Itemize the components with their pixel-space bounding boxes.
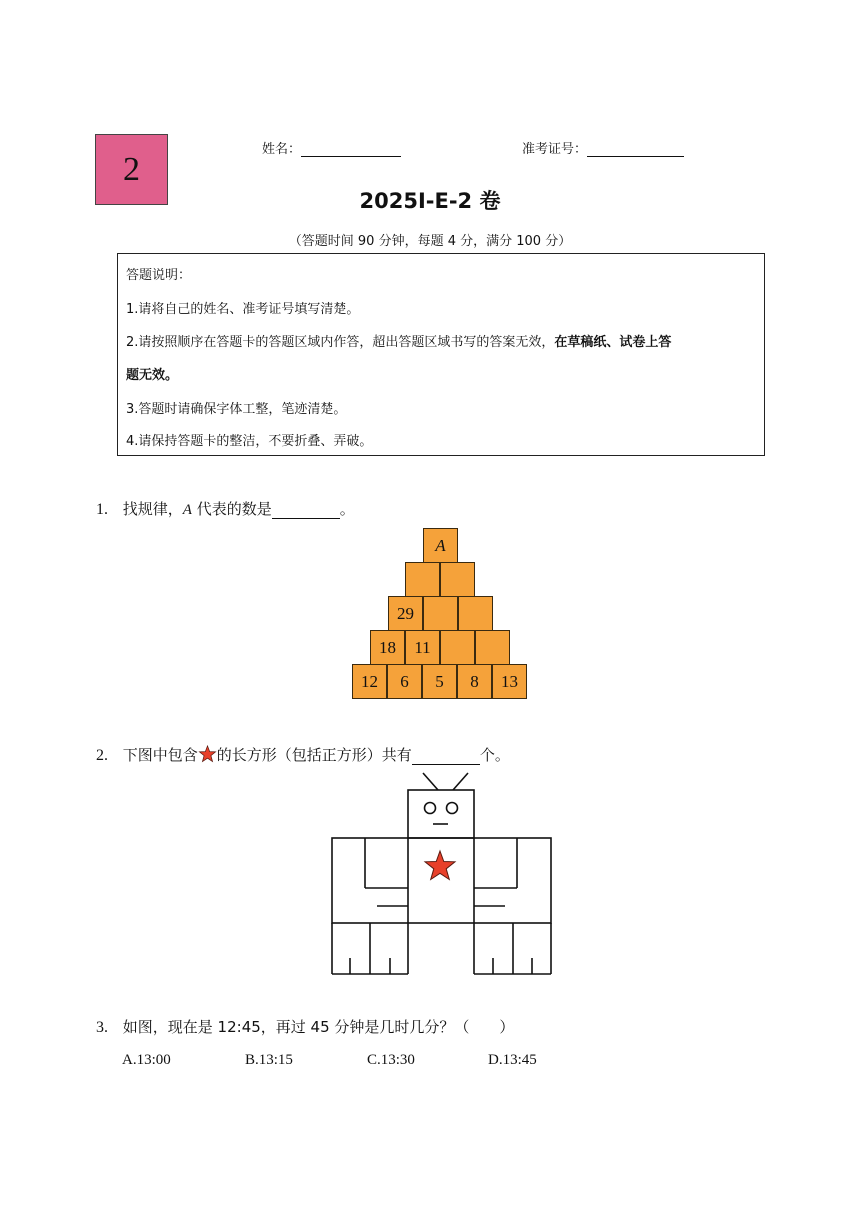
instructions-box — [117, 253, 765, 456]
star-icon — [198, 745, 217, 763]
pyramid-cell: 18 — [370, 630, 405, 665]
robot-eye-left — [425, 803, 436, 814]
question-3-number: 3. — [96, 1019, 108, 1036]
pyramid-cell — [440, 630, 475, 665]
pyramid-cell: A — [423, 528, 458, 563]
star-icon — [425, 851, 455, 880]
pyramid-cell — [405, 562, 440, 597]
pyramid-cell: 8 — [457, 664, 492, 699]
question-2 — [96, 744, 510, 765]
name-blank — [301, 142, 401, 157]
pyramid-cell: 29 — [388, 596, 423, 631]
question-3-text: 如图，现在是 12:45，再过 45 分钟是几时几分？（ ） — [122, 1018, 515, 1036]
robot-antenna-left — [423, 773, 438, 790]
option-b[interactable]: B.13:15 — [245, 1052, 293, 1068]
question-3 — [96, 1016, 514, 1037]
question-2-text-after: 的长方形（包括正方形）共有 — [216, 746, 412, 764]
instruction-item-2 — [126, 331, 671, 350]
option-c[interactable]: C.13:30 — [367, 1052, 415, 1068]
instructions-heading: 答题说明： — [126, 268, 192, 283]
question-1-answer-blank — [272, 503, 340, 519]
robot-antenna-right — [453, 773, 468, 790]
pyramid-cell — [440, 562, 475, 597]
name-field — [262, 138, 401, 157]
option-a[interactable]: A.13:00 — [122, 1052, 171, 1068]
pyramid-cell: 11 — [405, 630, 440, 665]
robot-eye-right — [447, 803, 458, 814]
pyramid-cell: 13 — [492, 664, 527, 699]
question-1-text-before: 找规律， — [122, 500, 183, 518]
robot-figure — [320, 768, 565, 980]
question-1-text-end: 。 — [339, 500, 355, 518]
question-2-text-before: 下图中包含 — [122, 746, 198, 764]
exam-id-label: 准考证号： — [522, 142, 588, 157]
exam-subtitle: （答题时间 90 分钟，每题 4 分，满分 100 分） — [288, 234, 572, 249]
instruction-item-2-bold: 在草稿纸、试卷上答 — [554, 335, 672, 350]
question-1-number: 1. — [96, 501, 108, 518]
pyramid-cell — [458, 596, 493, 631]
paper-number-badge: 2 — [95, 134, 168, 205]
pyramid-cell: 5 — [422, 664, 457, 699]
question-2-answer-blank — [412, 749, 480, 765]
question-2-number: 2. — [96, 747, 108, 764]
question-1-variable: A — [182, 502, 192, 518]
pyramid-cell: 12 — [352, 664, 387, 699]
robot-head — [408, 790, 474, 838]
pyramid-cell: 6 — [387, 664, 422, 699]
instruction-item-4: 4.请保持答题卡的整洁，不要折叠、弄破。 — [126, 434, 373, 449]
name-label: 姓名： — [262, 142, 302, 157]
instruction-item-2-continued: 题无效。 — [126, 368, 179, 383]
option-d[interactable]: D.13:45 — [488, 1052, 537, 1068]
exam-id-field — [522, 138, 684, 157]
number-pyramid — [352, 528, 532, 698]
pyramid-cell — [423, 596, 458, 631]
exam-title: 2025I-E-2 卷 — [359, 189, 501, 213]
pyramid-cell — [475, 630, 510, 665]
question-2-text-end: 个。 — [479, 746, 510, 764]
instruction-item-3: 3.答题时请确保字体工整，笔迹清楚。 — [126, 402, 347, 417]
instruction-item-1: 1.请将自己的姓名、准考证号填写清楚。 — [126, 302, 360, 317]
question-1 — [96, 498, 355, 519]
instruction-item-2-text: 2.请按照顺序在答题卡的答题区域内作答，超出答题区域书写的答案无效， — [126, 335, 555, 350]
exam-id-blank — [587, 142, 684, 157]
question-1-text-after: 代表的数是 — [191, 500, 272, 518]
